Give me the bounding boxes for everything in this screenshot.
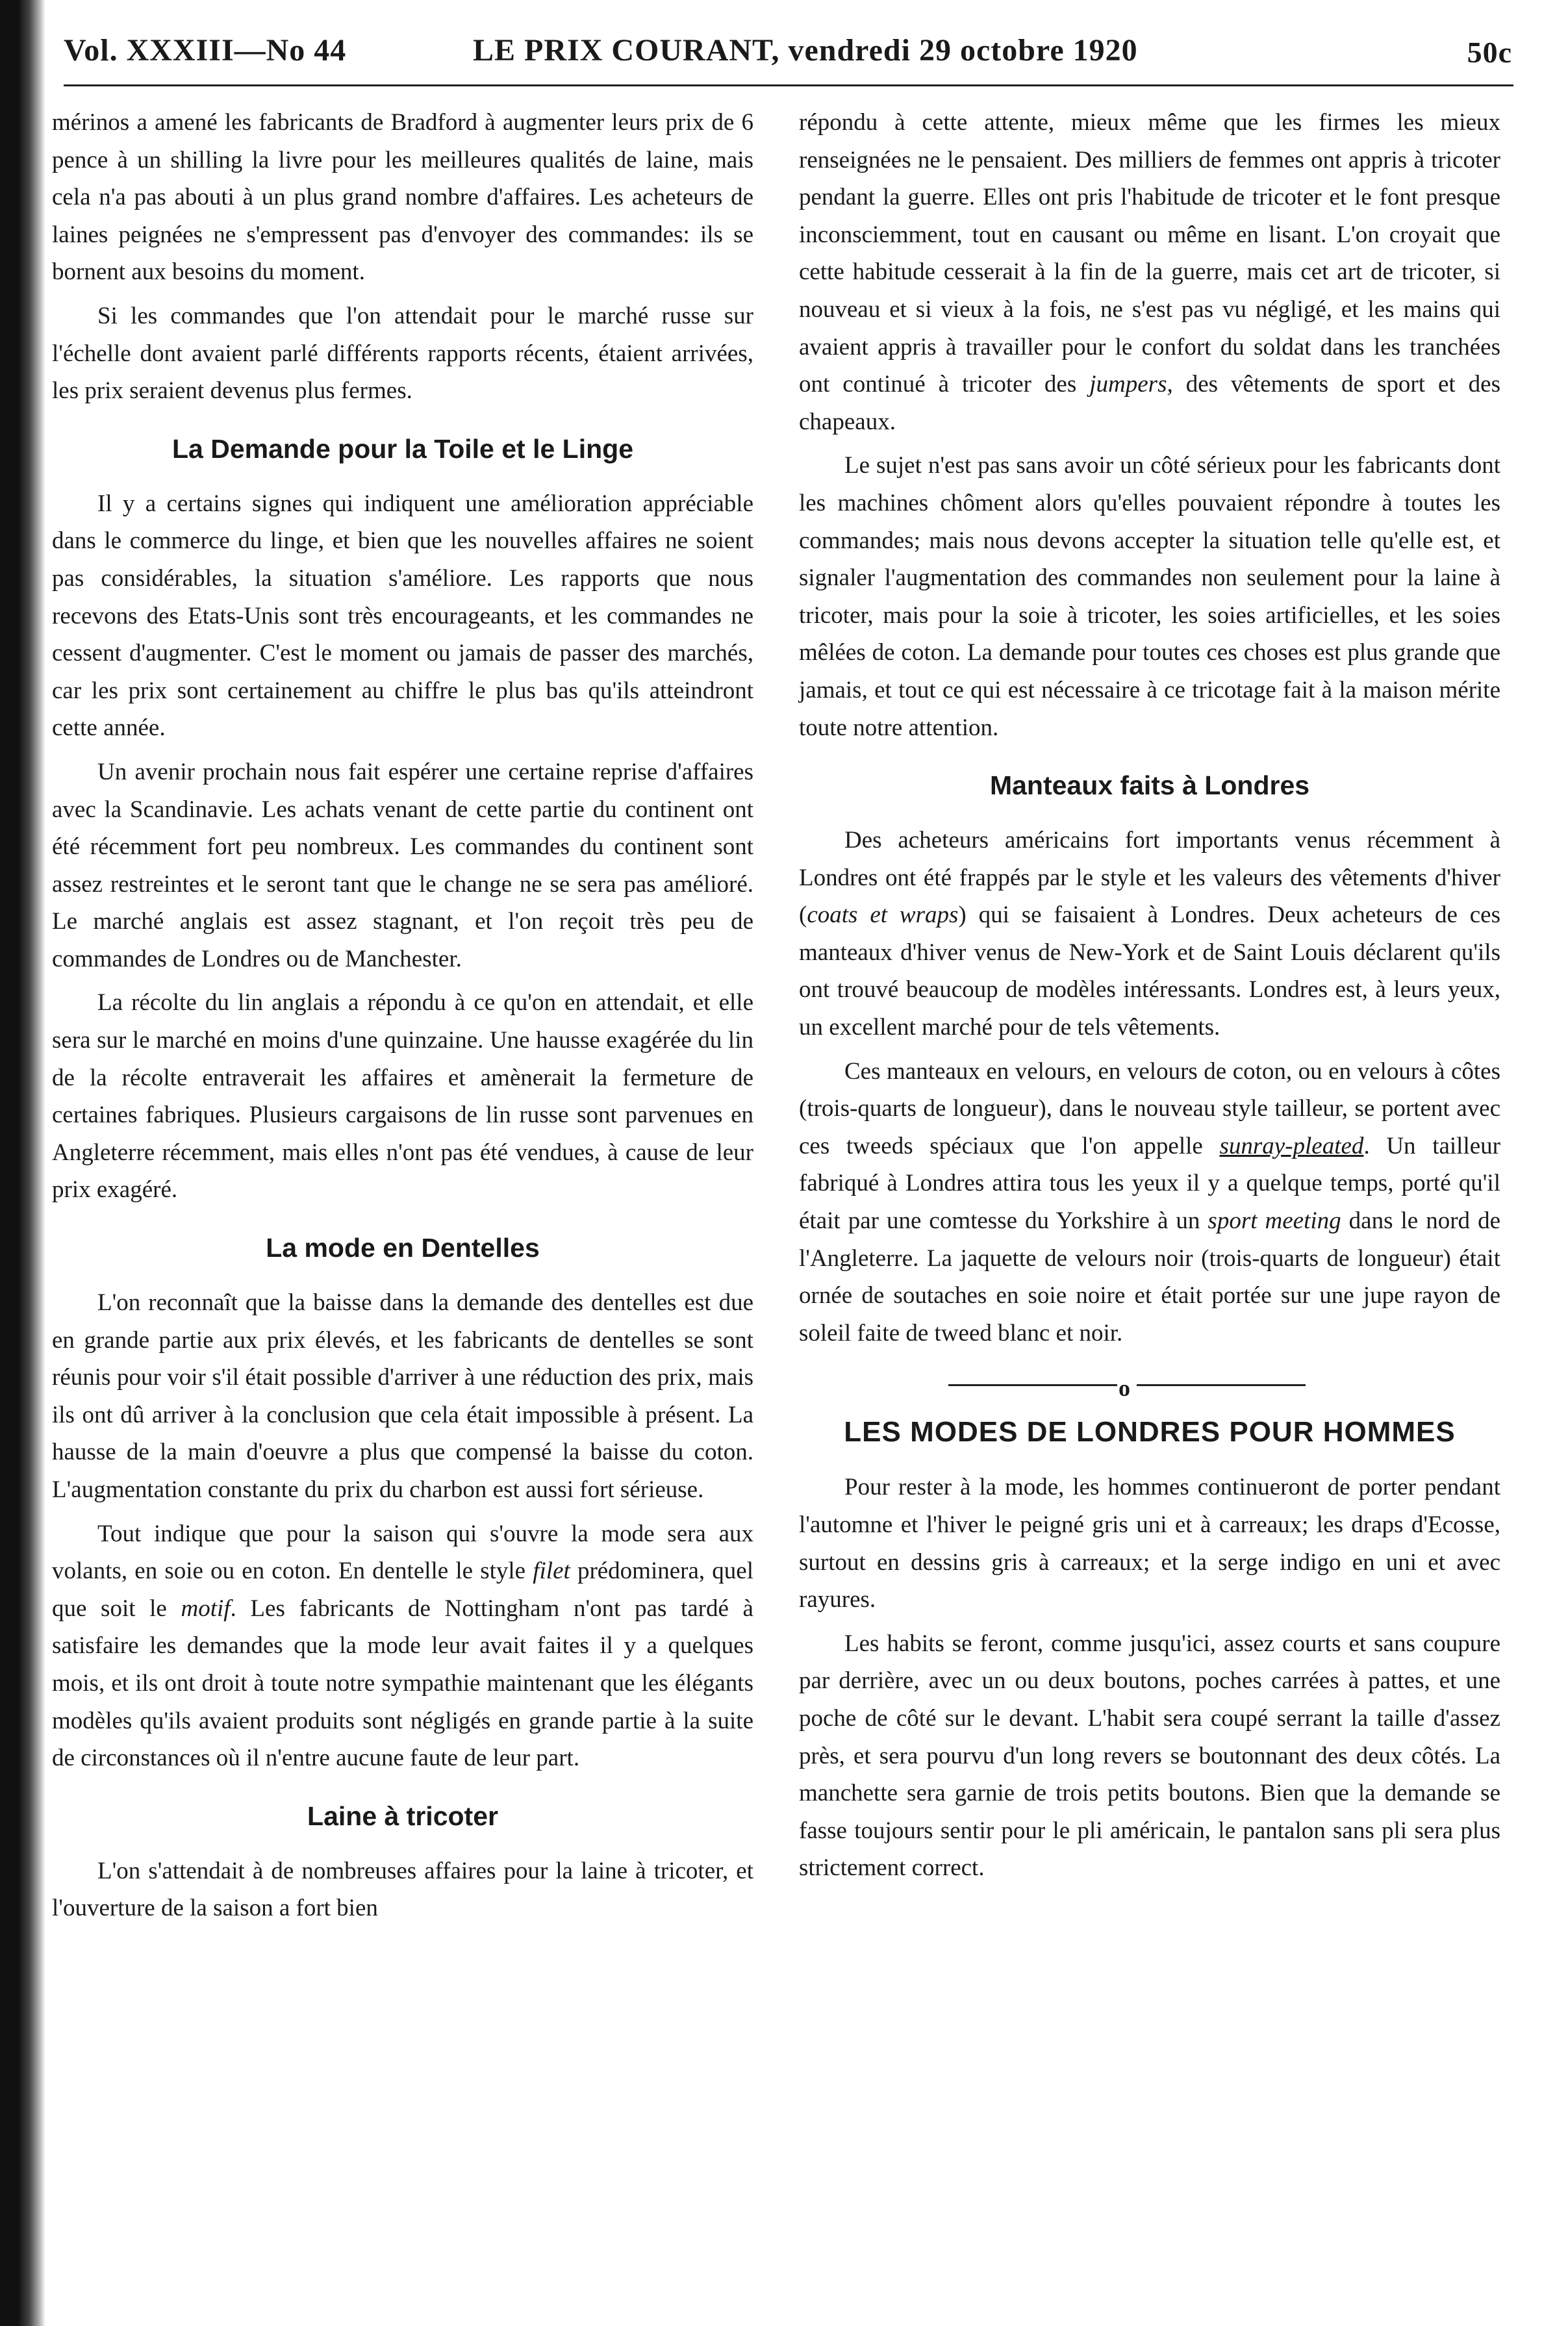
italic-term: motif xyxy=(181,1595,231,1622)
newspaper-page xyxy=(52,19,1513,2306)
paragraph: Le sujet n'est pas sans avoir un côté sérieux pour les fabricants dont les machines chôment alors qu'elles pouvaient répondre à toutes les commandes; mais nous devons accepter la situation telle qu'elle est, et signaler l'augmentation des commandes non seulement pour la laine à tricoter, mais pour la soie à tricoter, les soies artificielles, et les soies mêlées de coton. La demande pour toutes ces choses est plus grande que jamais, et tout ce qui est nécessaire à ce tricotage fait à la maison mérite toute notre attention. xyxy=(799,452,1500,741)
divider-line xyxy=(1137,1384,1306,1386)
text-run: Des acheteurs américains fort importants venus récemment à Londres ont été frappés par le style et les valeurs des vêtements d'hiver ( xyxy=(799,827,1500,929)
section-heading-laine: Laine à tricoter xyxy=(307,1801,498,1831)
italic-term: filet xyxy=(533,1558,570,1585)
text-run: prédominera, quel que soit le xyxy=(52,1558,754,1622)
italic-term: sunray-pleated xyxy=(1219,1132,1364,1159)
paragraph: La récolte du lin anglais a répondu à ce qu'on en attendait, et elle sera sur le marché en moins d'une quinzaine. Une hausse exagérée du lin de la récolte entraverait les affaires et amènerait la fermeture de certaines fabriques. Plusieurs cargaisons de lin russe sont parvenues en Angleterre récemment, mais elles n'ont pas été vendues, à cause de leur prix exagéré. xyxy=(52,989,753,1204)
divider-line xyxy=(948,1384,1117,1386)
section-heading-toile: La Demande pour la Toile et le Linge xyxy=(171,433,634,464)
paragraph xyxy=(799,104,1500,440)
text-run: . Les fabricants de Nottingham n'ont pas tardé à satisfaire les demandes que la mode leur avait faites il y a quelques mois, et ils ont droit à toute notre sympathie maintenant que les élégants modèles qu'ils avaient produits sont négligés en grande partie à la suite de circonstances où il n'entre aucune faute de leur part. xyxy=(52,1595,753,1772)
paragraph: Un avenir prochain nous fait espérer une certaine reprise d'affaires avec la Scandinavie. Les achats venant de cette partie du continent ont été récemment fort peu nombreux. Les commandes du continent sont assez restreintes et le seront tant que le change ne se sera pas amélioré. Le marché anglais est assez stagnant, et l'on reçoit très peu de commandes de Londres ou de Manchester. xyxy=(52,758,753,972)
divider-mark: o xyxy=(1119,1375,1130,1402)
journal-name: LE PRIX COURANT, xyxy=(473,33,780,68)
page-header xyxy=(64,26,1512,78)
paragraph: L'on reconnaît que la baisse dans la demande des dentelles est due en grande partie aux prix élevés, et les fabricants de dentelles se sont réunis pour voir s'il était possible d'arriver à une réduction des prix, mais ils ont dû arriver à la conclusion que cela était impossible à présent. La hausse de la main d'oeuvre a plus que compensé la baisse du coton. L'augmentation constante du prix du charbon est aussi fort sérieuse. xyxy=(52,1289,753,1503)
journal-title-line xyxy=(473,32,1138,68)
paragraph xyxy=(799,822,1500,1046)
paragraph xyxy=(799,1053,1500,1352)
text-run: des vêtements de sport et des chapeaux. xyxy=(799,371,1500,435)
paragraph: Si les commandes que l'on attendait pour le marché russe sur l'échelle dont avaient parlé différents rapports récents, étaient arrivées, les prix seraient devenus plus fermes. xyxy=(52,302,753,405)
page-number: 50c xyxy=(1467,36,1512,69)
paragraph: Il y a certains signes qui indiquent une amélioration appréciable dans le commerce du linge, et bien que les nouvelles affaires ne soient pas considérables, la situation s'améliore. Les rapports que nous recevons des Etats-Unis sont très encourageants, et les commandes ne cessent d'augmenter. C'est le moment ou jamais de passer des marchés, car les prix sont certainement au chiffre le plus bas qu'ils atteindront cette année. xyxy=(52,490,753,742)
section-heading-hommes: LES MODES DE LONDRES POUR HOMMES xyxy=(844,1416,1456,1448)
text-run: Tout indique que pour la saison qui s'ouvre la mode sera aux volants, en soie ou en coton. En dentelle le style xyxy=(52,1520,753,1585)
section-heading-dentelles: La mode en Dentelles xyxy=(266,1233,540,1263)
left-column xyxy=(52,104,753,1934)
header-rule xyxy=(64,84,1513,86)
italic-term: sport meeting xyxy=(1208,1207,1341,1235)
paragraph: Les habits se feront, comme jusqu'ici, assez courts et sans coupure par derrière, avec un ou deux boutons, poches carrées à pattes, et une poche de côté sur le devant. L'habit sera coupé serrant la taille d'assez près, et sera pourvu d'un long revers se boutonnant des deux côtés. La manchette sera garnie de trois petits boutons. Bien que la demande se fasse toujours sentir pour le pli américain, le pantalon sans pli sera plus strictement correct. xyxy=(799,1630,1500,1882)
section-heading-manteaux: Manteaux faits à Londres xyxy=(989,770,1310,801)
italic-term: coats et wraps xyxy=(807,902,959,929)
text-run: . Un tailleur fabriqué à Londres attira tous les yeux il y a quelque temps, porté qu'il était par une comtesse du Yorkshire à un xyxy=(799,1132,1500,1235)
text-run: répondu à cette attente, mieux même que les firmes les mieux renseignées ne le pensaient. Des milliers de femmes ont appris à tricoter pendant la guerre. Elles ont pris l'habitude de tricoter et le font presque inconsciemment, tout en causant ou même en lisant. L'on croyait que cette habitude cesserait à la fin de la guerre, mais cet art de tricoter, si nouveau et si vieux à la fois, ne s'est pas vu négligé, et les mains qui avaient appris à travailler pour le confort du soldat dans les tranchées ont continué à tricoter des xyxy=(799,109,1500,398)
binding-edge xyxy=(0,0,45,2326)
volume-number: Vol. XXXIII—No 44 xyxy=(64,33,347,68)
section-divider xyxy=(799,1371,1500,1402)
italic-term: jumpers, xyxy=(1089,371,1173,398)
paragraph xyxy=(52,1515,753,1777)
text-run: ) qui se faisaient à Londres. Deux acheteurs de ces manteaux d'hiver venus de New-York et de Saint Louis déclarent qu'ils ont trouvé beaucoup de modèles intéressants. Londres est, à leurs yeux, un excellent marché pour de tels vêtements. xyxy=(799,902,1500,1041)
text-run: Ces manteaux en velours, en velours de coton, ou en velours à côtes (trois-quarts de longueur), dans le nouveau style tailleur, se portent avec ces tweeds spéciaux que l'on appelle xyxy=(799,1057,1500,1159)
text-run: dans le nord de l'Angleterre. La jaquette de velours noir (trois-quarts de longueur) était ornée de soutaches en soie noire et était portée sur une jupe rayon de soleil faite de tweed blanc et noir. xyxy=(799,1207,1500,1346)
paragraph: mérinos a amené les fabricants de Bradford à augmenter leurs prix de 6 pence à un shilling la livre pour les meilleures qualités de laine, mais cela n'a pas abouti à un plus grand nombre d'affaires. Les acheteurs de laines peignées ne s'empressent pas d'envoyer des commandes: ils se bornent aux besoins du moment. xyxy=(52,109,753,286)
paragraph: Pour rester à la mode, les hommes continueront de porter pendant l'automne et l'hiver le peigné gris uni et à carreaux; les draps d'Ecosse, surtout en dessins gris à carreaux; et la serge indigo en uni et avec rayures. xyxy=(799,1474,1500,1613)
right-column xyxy=(799,104,1500,1893)
paragraph: L'on s'attendait à de nombreuses affaires pour la laine à tricoter, et l'ouverture de la saison a fort bien xyxy=(52,1857,753,1922)
issue-date: vendredi 29 octobre 1920 xyxy=(788,33,1138,68)
